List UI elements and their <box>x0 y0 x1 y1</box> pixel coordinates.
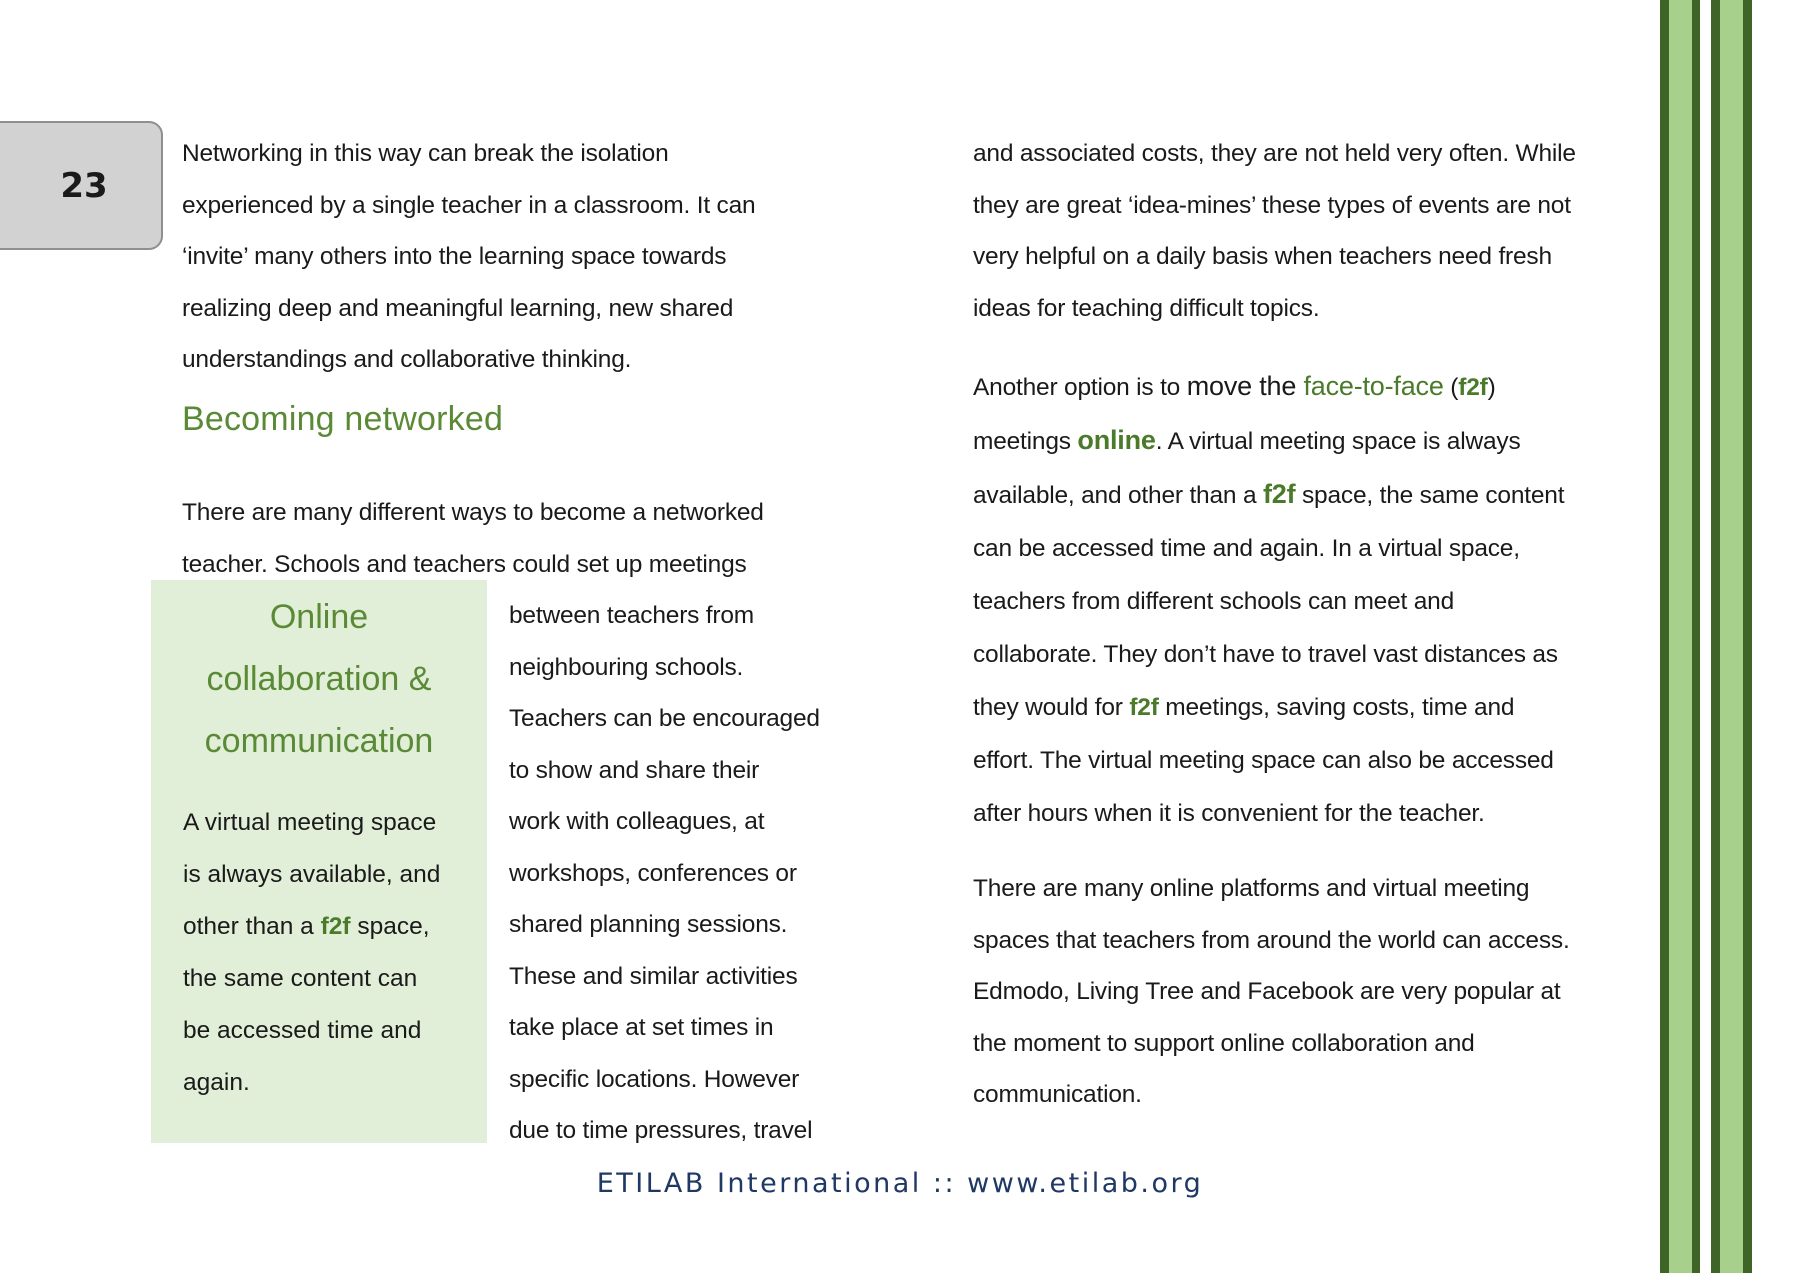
text-line: due to time pressures, travel <box>509 1117 813 1144</box>
f2f-term: f2f <box>1458 374 1488 401</box>
text-line: the moment to support online collaboration and <box>973 1029 1475 1057</box>
page-number-tab <box>0 121 163 250</box>
text-line: and associated costs, they are not held very often. While <box>973 140 1576 167</box>
text-line: workshops, conferences or <box>509 859 797 887</box>
text-line: Another option is to move the face-to-face (f2f) <box>973 371 1496 401</box>
text-line: be accessed time and <box>183 1017 422 1044</box>
text-line: There are many different ways to become a networked <box>182 499 764 526</box>
text-line: after hours when it is convenient for the teacher. <box>973 800 1485 827</box>
text-line: very helpful on a daily basis when teachers need fresh <box>973 243 1552 270</box>
page-footer: ETILAB International :: www.etilab.org <box>596 1168 1204 1199</box>
text-line: Teachers can be encouraged <box>509 705 820 732</box>
right-paragraph-3 <box>973 863 1570 1121</box>
text-line: meetings online. A virtual meeting space is always <box>973 425 1521 455</box>
text-line: shared planning sessions. <box>509 911 788 938</box>
text-line: neighbouring schools. <box>509 653 744 681</box>
sidebar-title <box>151 586 487 772</box>
text-line: again. <box>183 1069 250 1096</box>
text-line: other than a f2f space, <box>183 913 430 940</box>
text-line: ‘invite’ many others into the learning space towards <box>182 243 727 270</box>
text-line: is always available, and <box>183 861 441 888</box>
f2f-term: f2f <box>320 913 351 940</box>
networked-paragraph <box>182 487 764 590</box>
face-to-face-term: face-to-face <box>1303 371 1444 401</box>
text-line: Edmodo, Living Tree and Facebook are very popular at <box>973 978 1561 1005</box>
text-line: to show and share their <box>509 756 760 784</box>
decorative-stripe <box>1692 0 1700 1273</box>
text-line: teachers from different schools can meet and <box>973 588 1455 615</box>
intro-paragraph <box>182 128 755 386</box>
text-line: can be accessed time and again. In a virtual space, <box>973 535 1520 562</box>
text-line: work with colleagues, at <box>509 808 765 835</box>
f2f-term: f2f <box>1129 694 1159 721</box>
page-number: 23 <box>60 165 108 206</box>
text-line: specific locations. However <box>509 1065 800 1093</box>
wrapped-paragraph <box>509 590 820 1157</box>
text-line: understandings and collaborative thinking. <box>182 346 632 373</box>
text-line: Networking in this way can break the isolation <box>182 140 669 167</box>
text-line: ideas for teaching difficult topics. <box>973 294 1320 322</box>
text-line: spaces that teachers from around the world can access. <box>973 926 1570 954</box>
text-line: they are great ‘idea-mines’ these types of events are not <box>973 191 1571 219</box>
text-line: between teachers from <box>509 602 755 629</box>
text-line: teacher. Schools and teachers could set up meetings <box>182 550 747 578</box>
text-line: the same content can <box>183 965 418 992</box>
text-line: These and similar activities <box>509 962 798 990</box>
text-line: they would for f2f meetings, saving costs, time and <box>973 694 1515 721</box>
decorative-stripe-gap <box>1700 0 1711 1273</box>
decorative-stripe <box>1720 0 1743 1273</box>
text-line: There are many online platforms and virtual meeting <box>973 875 1530 902</box>
decorative-stripe <box>1711 0 1720 1273</box>
text-line: realizing deep and meaningful learning, new shared <box>182 294 734 322</box>
text-line: available, and other than a f2f space, the same content <box>973 479 1565 509</box>
text-line: A virtual meeting space <box>183 809 437 836</box>
sidebar-title-line: communication <box>204 722 434 760</box>
text-line: take place at set times in <box>509 1014 774 1041</box>
decorative-stripe <box>1660 0 1669 1273</box>
text-line: effort. The virtual meeting space can also be accessed <box>973 747 1554 774</box>
decorative-stripe <box>1743 0 1752 1273</box>
sidebar-text <box>183 797 483 1109</box>
decorative-stripe <box>1669 0 1692 1273</box>
online-term: online <box>1077 425 1156 455</box>
sidebar-title-line: Online <box>269 598 369 636</box>
right-paragraph-2 <box>973 360 1564 840</box>
text-line: communication. <box>973 1081 1142 1108</box>
text-line: collaborate. They don’t have to travel vast distances as <box>973 641 1558 668</box>
sidebar-callout <box>151 580 487 1143</box>
section-heading: Becoming networked <box>182 400 504 438</box>
right-paragraph-1 <box>973 128 1576 334</box>
sidebar-title-line: collaboration & <box>206 660 432 698</box>
f2f-term: f2f <box>1262 479 1296 509</box>
text-line: experienced by a single teacher in a classroom. It can <box>182 191 756 219</box>
